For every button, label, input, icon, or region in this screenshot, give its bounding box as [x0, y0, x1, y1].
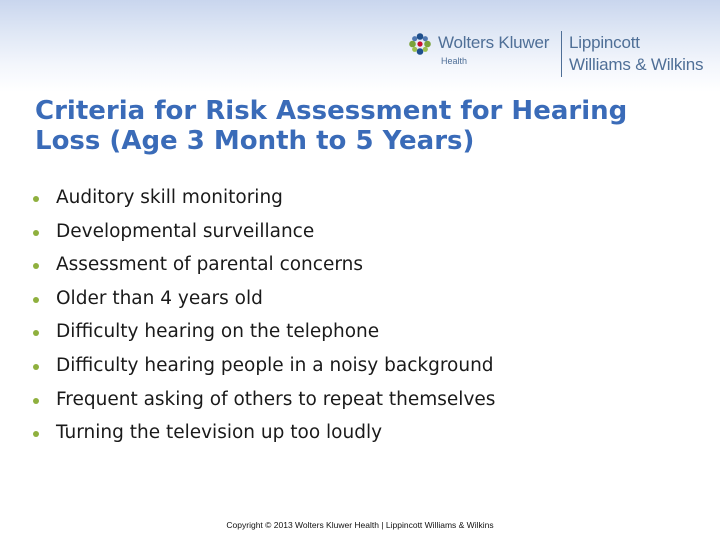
slide-title-line2: Loss (Age 3 Month to 5 Years): [35, 126, 475, 156]
bullet-text: Auditory skill monitoring: [56, 187, 283, 208]
logo-divider: [561, 31, 562, 77]
imprint-line2: Williams & Wilkins: [569, 55, 704, 74]
publisher-logo: [408, 29, 718, 79]
bullet-icon: [33, 196, 39, 202]
bullet-icon: [33, 431, 39, 437]
bullet-icon: [33, 263, 39, 269]
wolters-kluwer-logo-icon: [408, 32, 432, 56]
bullet-text: Difficulty hearing people in a noisy background: [56, 354, 494, 376]
bullet-text: Older than 4 years old: [56, 287, 263, 309]
company-name: Wolters Kluwer: [438, 33, 550, 52]
bullet-text: Turning the television up too loudly: [56, 422, 383, 444]
bullet-text: Developmental surveillance: [56, 220, 315, 242]
slide-title-line1: Criteria for Risk Assessment for Hearing: [35, 96, 628, 126]
copyright-footer: Copyright © 2013 Wolters Kluwer Health | Lippincott Williams & Wilkins: [226, 520, 494, 530]
imprint-line1: Lippincott: [569, 33, 640, 52]
bullet-icon: [33, 297, 39, 303]
bullet-icon: [33, 364, 39, 370]
bullet-icon: [33, 230, 39, 236]
bullet-text: Difficulty hearing on the telephone: [56, 321, 380, 343]
bullet-text: Assessment of parental concerns: [56, 254, 363, 276]
bullet-text: Frequent asking of others to repeat themselves: [56, 388, 496, 410]
bullet-icon: [33, 330, 39, 336]
bullet-icon: [33, 398, 39, 404]
division-name: Health: [441, 56, 468, 66]
slide-title: [35, 96, 705, 156]
